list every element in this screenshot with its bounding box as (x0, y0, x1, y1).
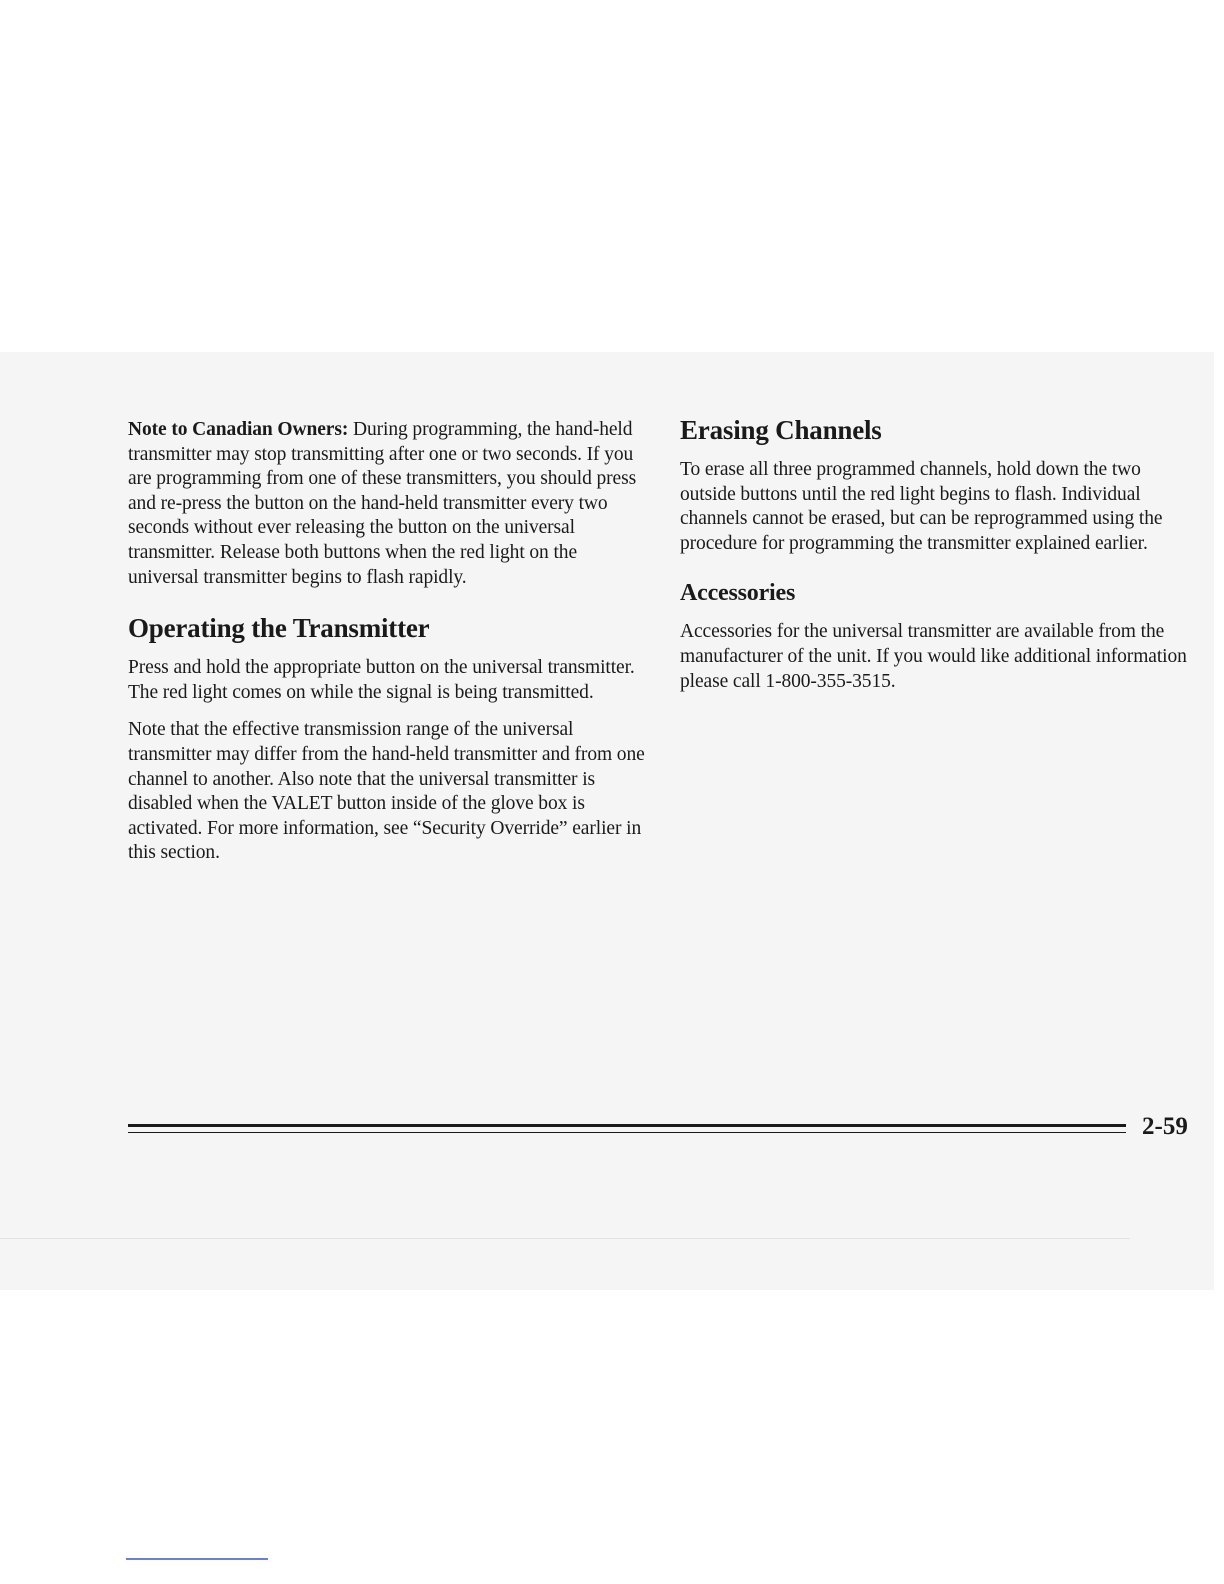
right-column (680, 414, 1200, 694)
scan-edge-line (0, 1238, 1130, 1239)
left-column (128, 418, 648, 866)
operating-paragraph-2: Note that the effective transmission range of the universal transmitter may differ from the hand-held transmitter and from one channel to another. Also note that the universal transmitter is disabled when the VALET button inside of the glove box is activated. For more information, see “Security Override” earlier in this section. (128, 719, 645, 864)
erasing-paragraph: To erase all three programmed channels, hold down the two outside buttons until the red light begins to flash. Individual channels cannot be erased, but can be reprogrammed using the procedure for programming the transmitter explained earlier. (680, 459, 1163, 554)
accessories-heading: Accessories (680, 580, 796, 607)
footer-rule-thin (128, 1132, 1126, 1133)
operating-heading: Operating the Transmitter (128, 613, 430, 644)
note-lead: Note to Canadian Owners: (128, 419, 349, 440)
canadian-owners-note (128, 418, 648, 590)
page-scan (0, 352, 1214, 1290)
erasing-heading: Erasing Channels (680, 415, 882, 445)
note-text: During programming, the hand-held transmitter may stop transmitting after one or two seconds. If you are programming from one of these transmitters, you should press and re-press the button on the hand-held transmitter every two seconds without ever releasing the button on the universal transmitter. Release both buttons when the red light on the universal transmitter begins to flash rapidly. (128, 419, 637, 588)
accessories-paragraph: Accessories for the universal transmitter are available from the manufacturer of the unit. If you would like additional information please call 1-800-355-3515. (680, 621, 1187, 692)
footer-rules (128, 1120, 1128, 1140)
page-number: 2-59 (1142, 1113, 1188, 1140)
operating-paragraph-1: Press and hold the appropriate button on the universal transmitter. The red light comes on while the signal is being transmitted. (128, 657, 635, 703)
footer-rule-thick (128, 1124, 1126, 1127)
footer-link-underline (126, 1558, 268, 1560)
